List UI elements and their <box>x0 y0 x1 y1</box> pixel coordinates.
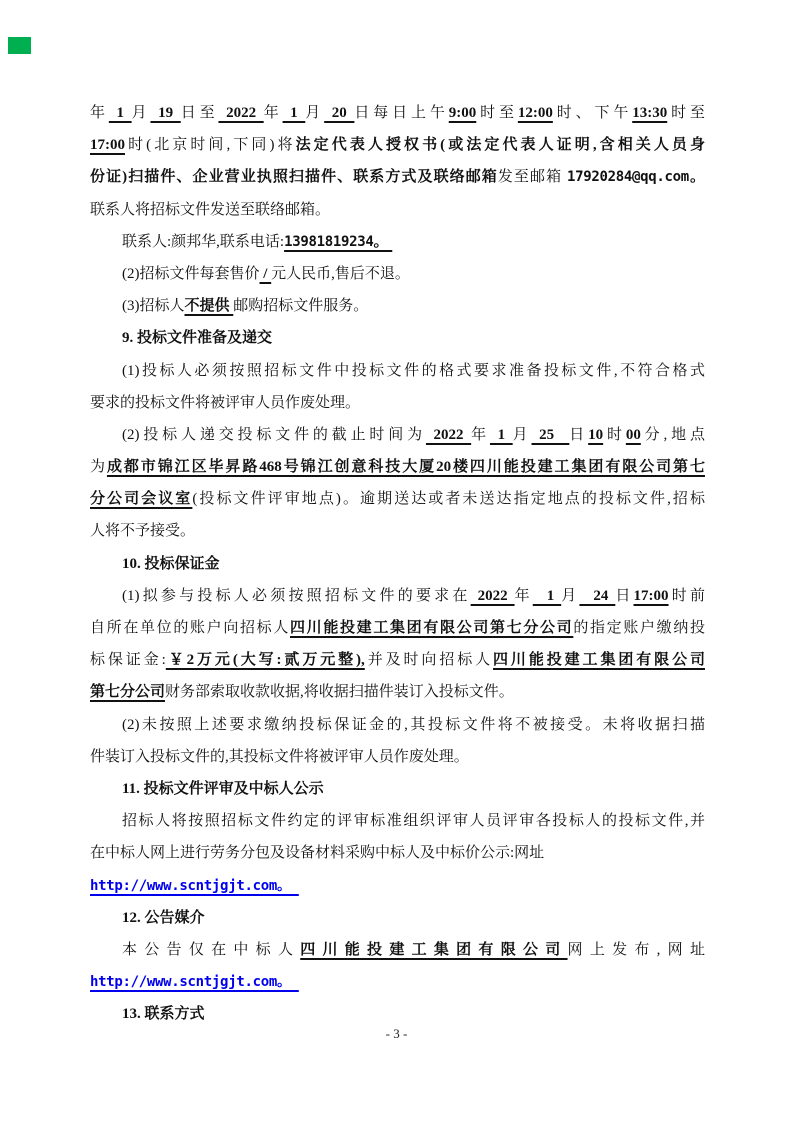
text-segment: 年 <box>514 587 533 604</box>
url-line <box>90 870 705 902</box>
section-heading <box>90 322 705 354</box>
text-segment: 1 <box>532 587 562 604</box>
section-heading <box>90 902 705 934</box>
text-segment: 元人民币,售后不退。 <box>271 265 410 282</box>
text-segment: 年 <box>471 426 490 443</box>
text-segment: 联系人将招标文件发送至联络邮箱。 <box>90 201 331 218</box>
text-segment: 年 <box>90 105 109 121</box>
text-segment: 并及时向招标人 <box>364 652 494 669</box>
text-segment: 第七分公司 <box>90 684 166 701</box>
text-segment: 四川能投建工集团有限公司 <box>493 652 705 669</box>
text-line <box>90 612 705 644</box>
text-line <box>90 676 705 708</box>
text-segment: 联系人:颜邦华,联系电话: <box>122 233 285 250</box>
text-segment: 1 <box>108 105 132 121</box>
text-segment: 要求的投标文件将被评审人员作废处理。 <box>90 394 361 411</box>
text-segment: 日至 <box>180 105 219 121</box>
text-segment: 法定代表人授权书(或法定代表人证明,含相关人员身 <box>295 137 705 154</box>
text-segment: 时前 <box>668 587 705 604</box>
text-segment: 成都市锦江区毕昇路468号锦江创意科技大厦20楼四川能投建工集团有限公司第七 <box>106 459 705 476</box>
text-segment: 25 <box>531 426 570 443</box>
text-segment: 月 <box>561 587 580 604</box>
text-segment: 13. 联系方式 <box>122 1006 205 1023</box>
text-segment: 00 <box>625 426 641 443</box>
text-segment: 24 <box>579 587 616 604</box>
text-line <box>90 194 705 226</box>
text-segment: 件装订入投标文件的,其投标文件将被评审人员作废处理。 <box>90 748 469 765</box>
text-segment: 10 <box>588 426 604 443</box>
text-line <box>90 483 705 515</box>
text-segment: 时(北京时间,下同)将 <box>125 137 296 154</box>
text-segment: 四川能投建工集团有限公司第七分公司 <box>290 620 574 636</box>
text-segment: 。 <box>688 169 705 186</box>
green-marker <box>8 37 31 54</box>
text-segment: 人将不予接受。 <box>90 523 196 540</box>
text-segment: 时至 <box>476 105 518 121</box>
text-line <box>90 644 705 676</box>
text-line <box>90 387 705 419</box>
text-segment: 20 <box>324 105 355 121</box>
text-segment: (1)投标人必须按照招标文件中投标文件的格式要求准备投标文件,不符合格式 <box>122 362 705 379</box>
url-link[interactable]: http://www.scntjgjt.com。 <box>90 974 299 991</box>
text-segment: 9. 投标文件准备及递交 <box>122 330 273 347</box>
text-segment: 分公司会议室 <box>90 491 193 508</box>
text-segment: 自所在单位的账户向招标人 <box>90 620 290 636</box>
text-segment: 月 <box>512 426 532 443</box>
text-segment: 标保证金: <box>90 652 166 669</box>
text-segment: 时至 <box>667 105 705 121</box>
text-segment: (2)投标人递交投标文件的截止时间为 <box>122 426 426 443</box>
text-line <box>90 129 705 161</box>
text-segment: 四川能投建工集团有限公司 <box>300 941 568 958</box>
text-segment: 日 <box>615 587 634 604</box>
text-segment: 份证)扫描件、企业营业执照扫描件、联系方式及联络邮箱 <box>90 169 498 186</box>
text-segment: 17:00 <box>633 587 669 604</box>
text-segment: 17920284@qq.com <box>566 169 689 186</box>
text-line <box>90 580 705 612</box>
text-segment: 12:00 <box>517 105 553 121</box>
text-segment: (2)招标文件每套售价 <box>122 265 260 282</box>
text-segment: 网上发布,网址 <box>567 941 705 958</box>
url-line <box>90 966 705 998</box>
text-segment: / <box>259 265 272 282</box>
text-segment: 月 <box>305 105 325 121</box>
text-segment: 日 <box>569 426 589 443</box>
text-segment: (1)拟参与投标人必须按照招标文件的要求在 <box>122 587 471 604</box>
text-line <box>90 290 705 322</box>
text-segment: 17:00 <box>90 137 125 154</box>
document-body <box>90 97 705 1030</box>
text-segment: 1 <box>282 105 306 121</box>
text-segment: 时 <box>603 426 626 443</box>
text-segment: 10. 投标保证金 <box>122 555 220 572</box>
text-segment: 9:00 <box>448 105 477 121</box>
text-segment: 本公告仅在中标人 <box>122 941 301 958</box>
text-segment: 在中标人网上进行劳务分包及设备材料采购中标人及中标价公示:网址 <box>90 845 545 862</box>
text-segment: 分,地点 <box>640 426 705 443</box>
text-segment: 19 <box>150 105 181 121</box>
text-segment: 13:30 <box>632 105 668 121</box>
text-segment: 年 <box>263 105 283 121</box>
text-segment: (3)招标人 <box>122 298 185 315</box>
text-line <box>90 837 705 869</box>
page-number: - 3 - <box>385 1026 408 1041</box>
text-segment: 13981819234 <box>284 233 374 250</box>
text-segment: 日每日上午 <box>354 105 449 121</box>
text-line <box>90 258 705 290</box>
text-segment: ￥2万元(大写:贰万元整), <box>165 652 365 669</box>
text-segment: 时、下午 <box>552 105 633 121</box>
text-line <box>90 934 705 966</box>
section-heading <box>90 773 705 805</box>
text-segment: 的指定账户缴纳投 <box>573 620 705 636</box>
url-link[interactable]: http://www.scntjgjt.com。 <box>90 877 299 894</box>
text-segment: 发至邮箱 <box>497 169 567 186</box>
text-segment: 招标人将按照招标文件约定的评审标准组织评审人员评审各投标人的投标文件,并 <box>122 813 705 830</box>
text-line <box>90 355 705 387</box>
text-line <box>90 451 705 483</box>
text-line <box>90 741 705 773</box>
text-segment: 2022 <box>218 105 264 121</box>
text-segment: 2022 <box>470 587 515 604</box>
text-line <box>90 161 705 193</box>
text-segment: 月 <box>131 105 151 121</box>
text-line <box>90 97 705 129</box>
text-line <box>90 709 705 741</box>
text-segment: 11. 投标文件评审及中标人公示 <box>122 780 324 797</box>
text-segment: 邮购招标文件服务。 <box>233 298 369 315</box>
text-line <box>90 805 705 837</box>
text-segment: 。 <box>373 233 393 250</box>
text-segment: 为 <box>90 459 107 476</box>
text-segment: 1 <box>489 426 513 443</box>
text-line <box>90 419 705 451</box>
text-segment: (投标文件评审地点)。逾期送达或者未送达指定地点的投标文件,招标 <box>192 491 705 508</box>
text-segment: 财务部索取收款收据,将收据扫描件装订入投标文件。 <box>165 684 514 701</box>
section-heading <box>90 548 705 580</box>
text-line <box>90 226 705 258</box>
text-segment: 12. 公告媒介 <box>122 909 205 926</box>
text-segment: 不提供 <box>184 298 234 315</box>
text-line <box>90 515 705 547</box>
text-segment: (2)未按照上述要求缴纳投标保证金的,其投标文件将不被接受。未将收据扫描 <box>122 716 705 733</box>
text-segment: 2022 <box>425 426 472 443</box>
